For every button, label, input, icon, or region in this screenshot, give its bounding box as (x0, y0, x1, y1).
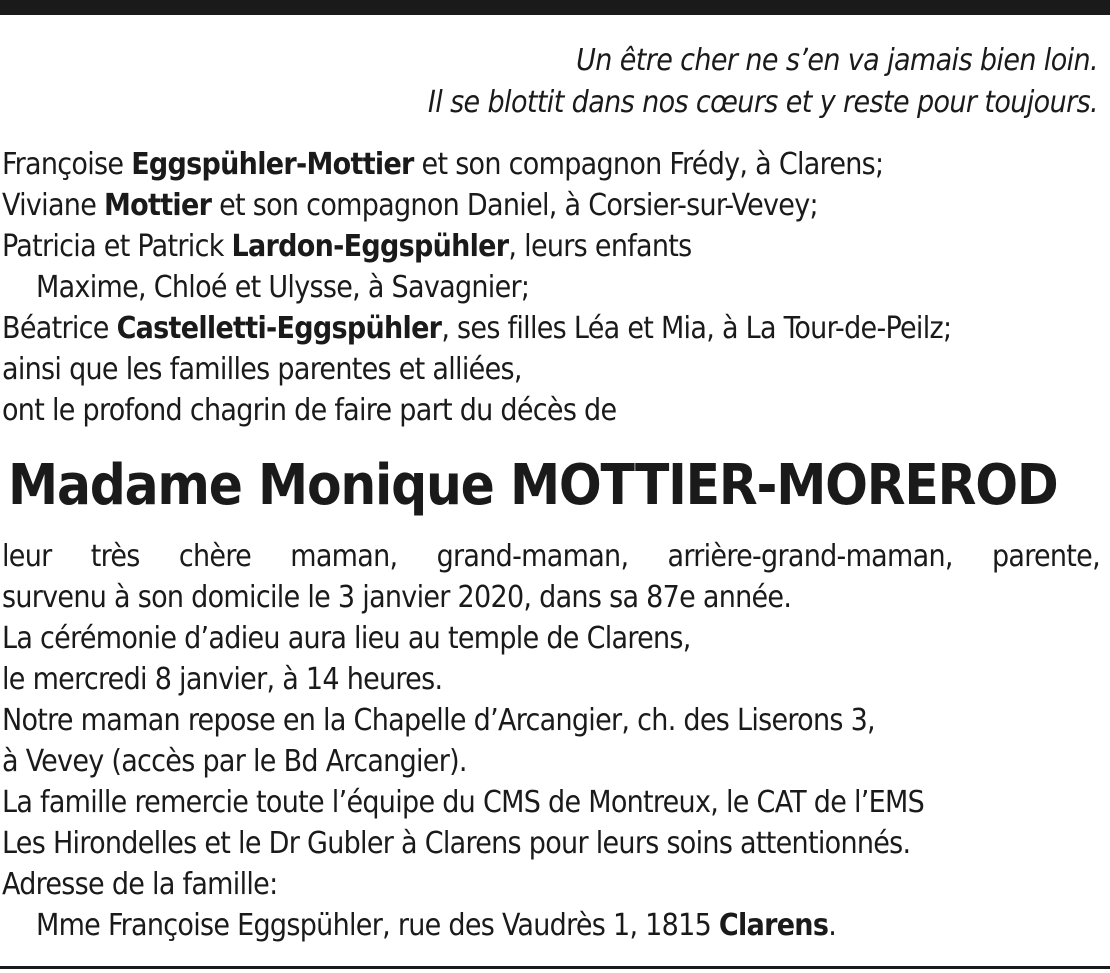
details-line-7: La famille remercie toute l’équipe du CMS de Montreux, le CAT de l’EMS (2, 785, 925, 820)
text: , leurs enfants (508, 229, 692, 264)
text: et son compagnon Frédy, à Clarens; (413, 147, 884, 182)
word: très (90, 539, 140, 574)
text: Patricia et Patrick (2, 229, 232, 264)
top-rule (0, 0, 1110, 15)
family-line-4: Maxime, Chloé et Ulysse, à Savagnier; (36, 270, 530, 305)
family-line-6: ainsi que les familles parentes et alliées, (2, 352, 522, 387)
word: grand-maman, (436, 539, 629, 574)
family-line-1 (2, 144, 951, 185)
address-town: Clarens (718, 908, 829, 943)
details-line-9: Adresse de la famille: (2, 867, 278, 902)
bottom-rule (0, 966, 1110, 969)
family-line-2 (2, 185, 951, 226)
text: . (828, 908, 837, 943)
quote-line-1: Un être cher ne s’en va jamais bien loin. (576, 43, 1098, 78)
family-line-7: ont le profond chagrin de faire part du décès de (2, 393, 617, 428)
details-line-8: Les Hirondelles et le Dr Gubler à Clarens pour leurs soins attentionnés. (2, 826, 911, 861)
text: Viviane (2, 188, 104, 223)
deceased-name: Madame Monique MOTTIER-MOREROD (8, 453, 1058, 518)
family-address-line (2, 905, 1100, 946)
family-announcement (2, 144, 951, 431)
word: chère (178, 539, 251, 574)
word: leur (2, 539, 52, 574)
family-line-5 (2, 308, 951, 349)
family-surname: Lardon-Eggspühler (231, 229, 509, 264)
epigraph-quote (428, 40, 1098, 124)
family-surname: Eggspühler-Mottier (131, 147, 414, 182)
word: maman, (290, 539, 398, 574)
family-surname: Mottier (104, 188, 212, 223)
text: et son compagnon Daniel, à Corsier-sur-Vevey; (211, 188, 818, 223)
details-line-5: Notre maman repose en la Chapelle d’Arcangier, ch. des Liserons 3, (2, 703, 875, 738)
word: parente, (991, 539, 1100, 574)
details-line-3: La cérémonie d’adieu aura lieu au temple de Clarens, (2, 621, 691, 656)
details-line-6: à Vevey (accès par le Bd Arcangier). (2, 744, 467, 779)
word: arrière-grand-maman, (667, 539, 953, 574)
quote-line-2: Il se blottit dans nos cœurs et y reste pour toujours. (427, 85, 1098, 120)
text: Mme Françoise Eggspühler, rue des Vaudrès 1, 1815 (36, 908, 719, 943)
details-line-4: le mercredi 8 janvier, à 14 heures. (2, 662, 443, 697)
text: , ses filles Léa et Mia, à La Tour-de-Peilz; (441, 311, 952, 346)
text: Françoise (2, 147, 132, 182)
text: Béatrice (2, 311, 117, 346)
family-surname: Castelletti-Eggspühler (116, 311, 442, 346)
details-line-2: survenu à son domicile le 3 janvier 2020, dans sa 87e année. (2, 580, 792, 615)
details-line-1 (2, 536, 1100, 577)
obituary-details (2, 536, 1100, 946)
family-line-3 (2, 226, 951, 267)
